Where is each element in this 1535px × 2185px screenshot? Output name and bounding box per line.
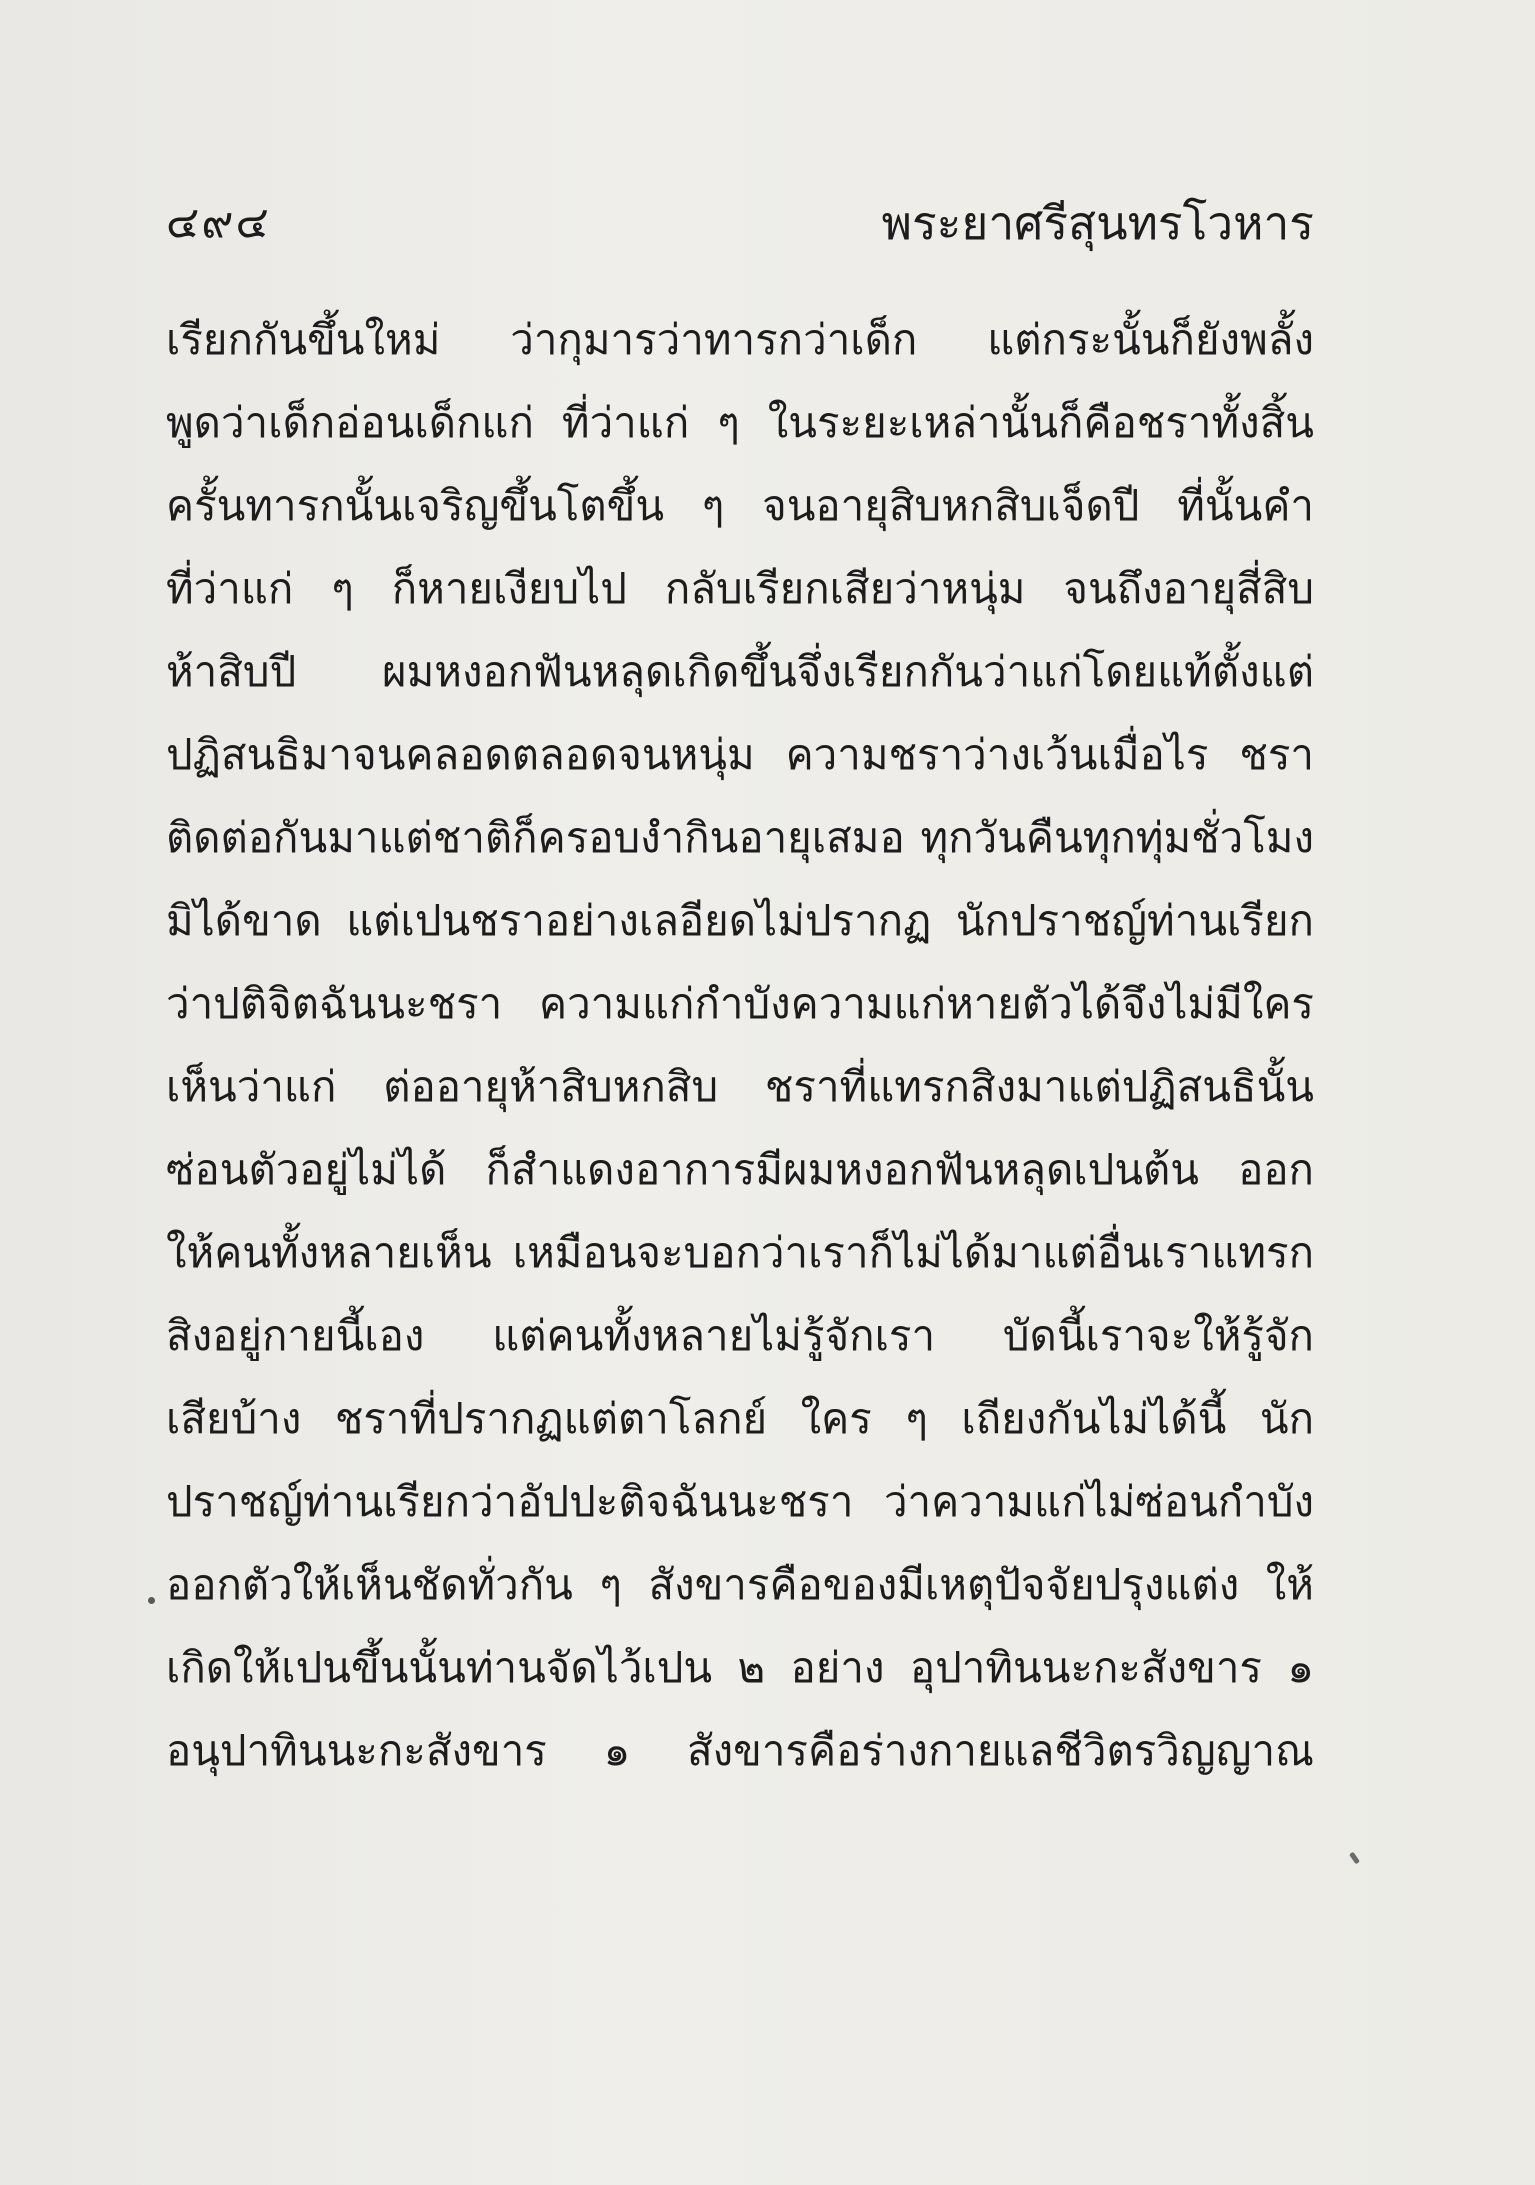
body-text (166, 298, 1314, 1792)
text-line: ปฏิสนธิมาจนคลอดตลอดจนหนุ่ม ความชราว่างเว้นเมื่อไร ชรา (166, 730, 1314, 779)
text-line: ให้คนทั้งหลายเห็น เหมือนจะบอกว่าเราก็ไม่ได้มาแต่อื่นเราแทรก (166, 1228, 1314, 1277)
text-line: ปราชญ์ท่านเรียกว่าอัปปะติจฉันนะชรา ว่าความแก่ไม่ซ่อนกำบัง (166, 1477, 1314, 1526)
text-line: เรียกกันขึ้นใหม่ ว่ากุมารว่าทารกว่าเด็ก แต่กระนั้นก็ยังพลั้ง (166, 315, 1314, 364)
text-line: เห็นว่าแก่ ต่ออายุห้าสิบหกสิบ ชราที่แทรกสิงมาแต่ปฏิสนธินั้น (166, 1062, 1314, 1111)
text-line: ว่าปติจิตฉันนะชรา ความแก่กำบังความแก่หายตัวได้จึงไม่มีใคร (166, 979, 1314, 1028)
text-line: เกิดให้เปนขึ้นนั้นท่านจัดไว้เปน ๒ อย่าง อุปาทินนะกะสังขาร ๑ (166, 1643, 1314, 1692)
text-line: อนุปาทินนะกะสังขาร ๑ สังขารคือร่างกายแลชีวิตรวิญญาณ (166, 1726, 1314, 1775)
text-line: เสียบ้าง ชราที่ปรากฏแต่ตาโลกย์ ใคร ๆ เถียงกันไม่ได้นี้ นัก (166, 1394, 1314, 1443)
text-line: ครั้นทารกนั้นเจริญขึ้นโตขึ้น ๆ จนอายุสิบหกสิบเจ็ดปี ที่นั้นคำ (166, 481, 1314, 530)
text-line: ที่ว่าแก่ ๆ ก็หายเงียบไป กลับเรียกเสียว่าหนุ่ม จนถึงอายุสี่สิบ (166, 564, 1314, 613)
text-line: ห้าสิบปี ผมหงอกฟันหลุดเกิดขึ้นจึ่งเรียกกันว่าแก่โดยแท้ตั้งแต่ (166, 647, 1314, 696)
page-number: ๔๙๔ (166, 197, 271, 248)
running-title: พระยาศรีสุนทรโวหาร (881, 196, 1314, 250)
text-line: ซ่อนตัวอยู่ไม่ได้ ก็สำแดงอาการมีผมหงอกฟันหลุดเปนต้น ออก (166, 1145, 1314, 1194)
page-header (166, 188, 1314, 258)
text-line: ติดต่อกันมาแต่ชาติก็ครอบงำกินอายุเสมอ ทุกวันคืนทุกทุ่มชั่วโมง (166, 813, 1314, 862)
text-line: มิได้ขาด แต่เปนชราอย่างเลอียดไม่ปรากฏ นักปราชญ์ท่านเรียก (166, 896, 1314, 945)
text-line: ออกตัวให้เห็นชัดทั่วกัน ๆ สังขารคือของมีเหตุปัจจัยปรุงแต่ง ให้ (166, 1560, 1314, 1609)
paper-speck (148, 1597, 155, 1604)
text-line: สิงอยู่กายนี้เอง แต่คนทั้งหลายไม่รู้จักเรา บัดนี้เราจะให้รู้จัก (166, 1311, 1314, 1360)
text-line: พูดว่าเด็กอ่อนเด็กแก่ ที่ว่าแก่ ๆ ในระยะเหล่านั้นก็คือชราทั้งสิ้น (166, 398, 1314, 447)
paper-speck (1349, 1852, 1360, 1865)
